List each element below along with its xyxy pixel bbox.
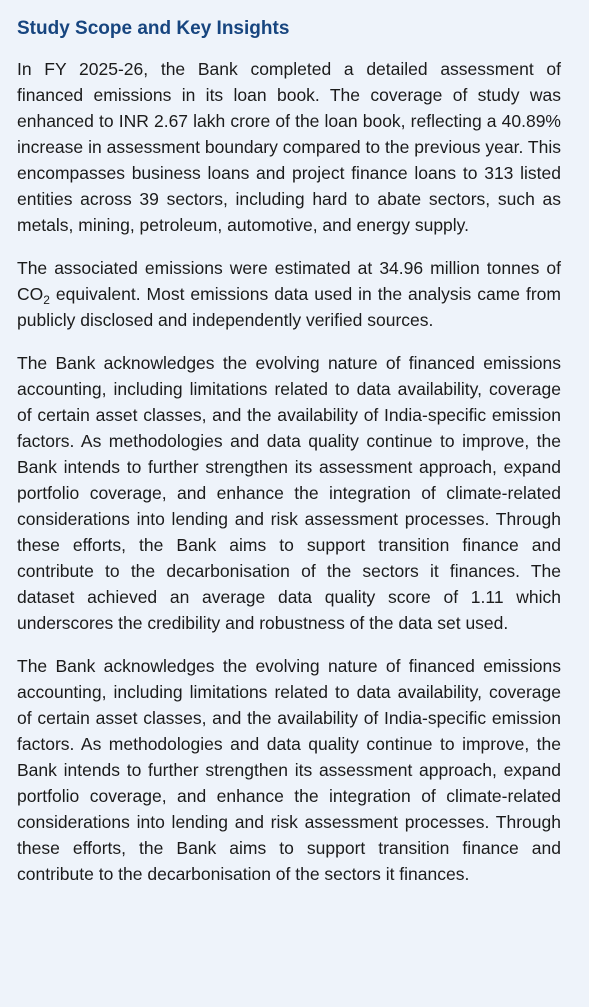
emissions-text-start: The associated emissions were estimated at 34.96 million tonnes of CO — [17, 258, 561, 304]
paragraph-associated-emissions — [17, 255, 561, 333]
paragraph-methodology-limitations: The Bank acknowledges the evolving nature of financed emissions accounting, including limitations related to data availability, coverage of certain asset classes, and the availability of India-specific emission factors. As methodologies and data quality continue to improve, the Bank intends to further strengthen its assessment approach, expand portfolio coverage, and enhance the integration of climate-related considerations into lending and risk assessment processes. Through these efforts, the Bank aims to support transition finance and contribute to the decarbonisation of the sectors it finances. The dataset achieved an average data quality score of 1.11 which underscores the credibility and robustness of the data set used. — [17, 353, 561, 633]
paragraph-study-scope: In FY 2025-26, the Bank completed a detailed assessment of financed emissions in its loan book. The coverage of study was enhanced to INR 2.67 lakh crore of the loan book, reflecting a 40.89% increase in assessment boundary compared to the previous year. This encompasses business loans and project finance loans to 313 listed entities across 39 sectors, including hard to abate sectors, such as metals, mining, petroleum, automotive, and energy supply. — [17, 59, 561, 235]
section-title: Study Scope and Key Insights — [17, 18, 290, 39]
emissions-text-end: equivalent. Most emissions data used in the analysis came from publicly disclosed and independently verified sources. — [17, 284, 561, 330]
co2-subscript: 2 — [43, 293, 50, 307]
paragraph-methodology-limitations-repeat: The Bank acknowledges the evolving nature of financed emissions accounting, including limitations related to data availability, coverage of certain asset classes, and the availability of India-specific emission factors. As methodologies and data quality continue to improve, the Bank intends to further strengthen its assessment approach, expand portfolio coverage, and enhance the integration of climate-related considerations into lending and risk assessment processes. Through these efforts, the Bank aims to support transition finance and contribute to the decarbonisation of the sectors it finances. — [17, 656, 561, 884]
